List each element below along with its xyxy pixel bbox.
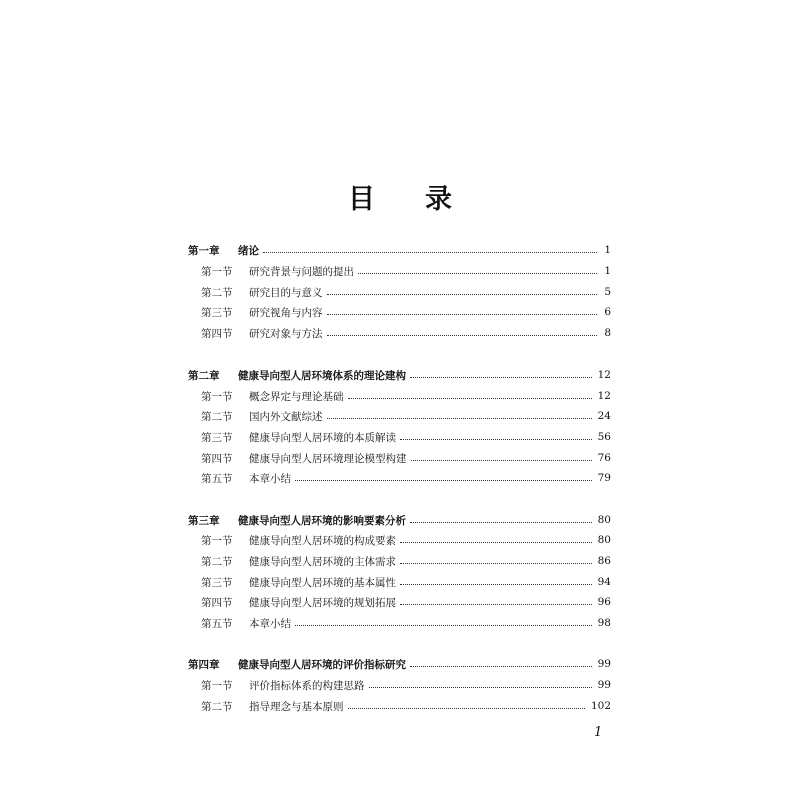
dot-leader <box>400 541 592 543</box>
toc-number: 第五节 <box>201 472 233 485</box>
toc-title: 国内外文献综述 <box>249 410 323 423</box>
title-char-2: 录 <box>425 184 452 215</box>
toc-title: 指导理念与基本原则 <box>249 700 344 713</box>
toc-number: 第二节 <box>201 410 233 423</box>
dot-leader <box>327 293 598 295</box>
toc-number: 第一节 <box>201 390 233 403</box>
toc-title: 本章小结 <box>249 472 291 485</box>
toc-title: 健康导向型人居环境的基本属性 <box>249 576 396 589</box>
dot-leader <box>410 665 592 667</box>
toc-section[interactable] <box>188 613 611 633</box>
title-char-1: 目 <box>348 184 375 215</box>
toc-title: 健康导向型人居环境的本质解读 <box>249 431 396 444</box>
toc-number: 第二节 <box>201 286 233 299</box>
toc-section[interactable] <box>188 448 611 468</box>
dot-leader <box>400 603 592 605</box>
toc-chapter-3[interactable] <box>188 510 611 530</box>
toc-page: 98 <box>597 617 611 629</box>
toc-title: 健康导向型人居环境的评价指标研究 <box>238 658 406 671</box>
dot-leader <box>263 251 597 253</box>
dot-leader <box>295 624 592 626</box>
dot-leader <box>411 459 592 461</box>
dot-leader <box>369 686 592 688</box>
toc-title: 健康导向型人居环境体系的理论建构 <box>238 369 406 382</box>
toc-number: 第三节 <box>201 431 233 444</box>
toc-number: 第一节 <box>201 534 233 547</box>
toc-number: 第三节 <box>201 306 233 319</box>
toc-section[interactable] <box>188 302 611 322</box>
toc-title: 健康导向型人居环境的构成要素 <box>249 534 396 547</box>
toc-chapter-2[interactable] <box>188 365 611 385</box>
toc-section[interactable] <box>188 551 611 571</box>
toc-page: 76 <box>597 452 611 464</box>
toc-section[interactable] <box>188 261 611 281</box>
toc-chapter-4[interactable] <box>188 654 611 674</box>
toc-title: 健康导向型人居环境的主体需求 <box>249 555 396 568</box>
toc-number: 第四章 <box>188 658 220 671</box>
toc-section[interactable] <box>188 530 611 550</box>
toc-page: 12 <box>597 369 611 381</box>
dot-leader <box>410 376 592 378</box>
dot-leader <box>348 397 592 399</box>
toc-number: 第二章 <box>188 369 220 382</box>
toc-section[interactable] <box>188 572 611 592</box>
dot-leader <box>410 521 592 523</box>
toc-title: 研究目的与意义 <box>249 286 323 299</box>
toc-page: 94 <box>597 576 611 588</box>
toc-number: 第三章 <box>188 514 220 527</box>
toc-section[interactable] <box>188 696 611 716</box>
dot-leader <box>400 583 592 585</box>
toc-number: 第四节 <box>201 596 233 609</box>
toc-page: 24 <box>597 410 611 422</box>
toc-number: 第二节 <box>201 555 233 568</box>
toc-title: 本章小结 <box>249 617 291 630</box>
toc-number: 第一节 <box>201 265 233 278</box>
toc-title: 健康导向型人居环境的规划拓展 <box>249 596 396 609</box>
toc-number: 第四节 <box>201 452 233 465</box>
toc-title: 健康导向型人居环境理论模型构建 <box>249 452 407 465</box>
toc-title: 评价指标体系的构建思路 <box>249 679 365 692</box>
toc-section[interactable] <box>188 468 611 488</box>
dot-leader <box>400 562 592 564</box>
dot-leader <box>400 438 592 440</box>
toc-page: 86 <box>597 555 611 567</box>
toc-title: 概念界定与理论基础 <box>249 390 344 403</box>
toc-number: 第一节 <box>201 679 233 692</box>
toc-number: 第二节 <box>201 700 233 713</box>
toc-page: 8 <box>604 327 611 339</box>
toc-section[interactable] <box>188 406 611 426</box>
toc-section[interactable] <box>188 592 611 612</box>
toc-page: 99 <box>597 679 611 691</box>
toc-page: 12 <box>597 390 611 402</box>
page-number: 1 <box>594 725 603 740</box>
toc-page: 80 <box>597 534 611 546</box>
toc-page: 102 <box>590 700 611 712</box>
toc-page: 79 <box>597 472 611 484</box>
toc-title: 健康导向型人居环境的影响要素分析 <box>238 514 406 527</box>
toc-page: 6 <box>604 306 611 318</box>
toc-title: 绪论 <box>238 244 259 257</box>
toc-section[interactable] <box>188 282 611 302</box>
dot-leader <box>327 334 598 336</box>
dot-leader <box>327 313 598 315</box>
dot-leader <box>327 417 592 419</box>
toc-section[interactable] <box>188 427 611 447</box>
toc-page: 80 <box>597 514 611 526</box>
toc-chapter-1[interactable] <box>188 240 611 260</box>
toc-number: 第四节 <box>201 327 233 340</box>
toc-section[interactable] <box>188 675 611 695</box>
toc-title: 研究背景与问题的提出 <box>249 265 354 278</box>
toc-page: 1 <box>604 244 611 256</box>
dot-leader <box>295 479 592 481</box>
toc-page: 99 <box>597 658 611 670</box>
page-title <box>0 177 800 216</box>
toc-title: 研究视角与内容 <box>249 306 323 319</box>
toc-number: 第三节 <box>201 576 233 589</box>
toc-number: 第五节 <box>201 617 233 630</box>
toc-section[interactable] <box>188 323 611 343</box>
dot-leader <box>358 272 597 274</box>
toc-number: 第一章 <box>188 244 220 257</box>
toc-page: 96 <box>597 596 611 608</box>
toc-page: 1 <box>604 265 611 277</box>
toc-page: 56 <box>597 431 611 443</box>
toc-section[interactable] <box>188 386 611 406</box>
toc-page: 5 <box>604 286 611 298</box>
dot-leader <box>348 707 585 709</box>
toc-title: 研究对象与方法 <box>249 327 323 340</box>
